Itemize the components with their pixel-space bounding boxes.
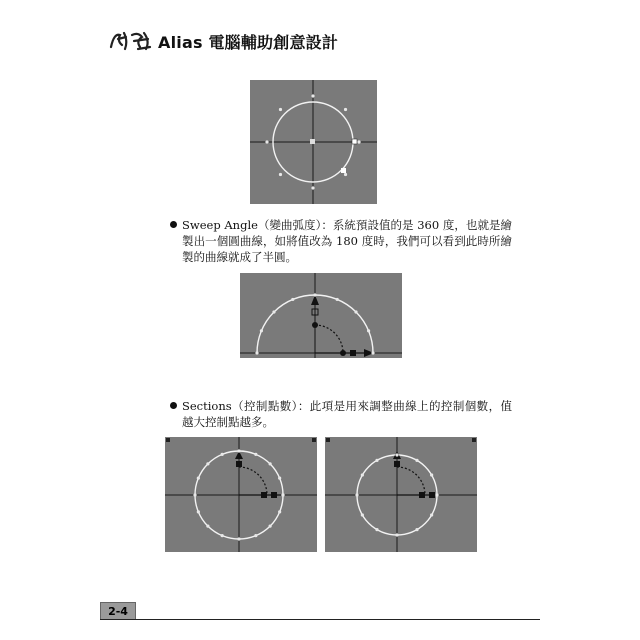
control-point [221, 534, 224, 537]
half-circle-viewport [240, 273, 402, 358]
control-point [344, 108, 347, 111]
control-point [395, 533, 398, 536]
bullet-text: Sections（控制點數）：此項是用來調整曲線上的控制個數，值越大控制點越多。 [182, 399, 512, 429]
radius-handle-square [350, 350, 356, 356]
control-point [344, 173, 347, 176]
control-point [197, 477, 200, 480]
figure-sections-many [165, 437, 317, 552]
control-point [371, 351, 374, 354]
end-marker [341, 168, 346, 173]
page-title: Alias 電腦輔助創意設計 [158, 32, 339, 52]
control-point [193, 493, 196, 496]
figure-full-circle [250, 80, 377, 204]
center-point [310, 139, 315, 144]
control-point [254, 453, 257, 456]
control-point [237, 537, 240, 540]
control-point [206, 462, 209, 465]
control-point [221, 453, 224, 456]
control-point [269, 462, 272, 465]
footer-rule [100, 619, 540, 620]
control-point [367, 329, 370, 332]
start-point [352, 139, 357, 144]
radius-handle-dot [340, 350, 346, 356]
control-point [354, 310, 357, 313]
control-point [336, 298, 339, 301]
control-point [357, 140, 360, 143]
control-point [361, 473, 364, 476]
control-point [278, 510, 281, 513]
handle-square [394, 461, 400, 467]
page-header [108, 28, 338, 54]
sweep-arc-indicator [315, 325, 343, 353]
bullet-icon [170, 221, 177, 228]
bullet-sweep-angle [182, 217, 512, 265]
control-point [206, 525, 209, 528]
brush-calligraphy-logo-icon [108, 29, 154, 53]
sections-many-viewport [165, 437, 317, 552]
corner-marker [472, 438, 476, 442]
corner-marker [312, 438, 316, 442]
radius-handle-square-2 [271, 492, 277, 498]
control-point [254, 534, 257, 537]
page-number-badge [100, 602, 136, 620]
radius-handle-square [261, 492, 267, 498]
sweep-arc-indicator [397, 467, 425, 495]
figure-half-circle [240, 273, 402, 358]
control-point [269, 525, 272, 528]
control-point [355, 493, 358, 496]
radius-handle-square-2 [429, 492, 435, 498]
radius-handle-square [419, 492, 425, 498]
figure-sections-few [325, 437, 477, 552]
control-point [430, 473, 433, 476]
bullet-icon [170, 402, 177, 409]
sections-few-viewport [325, 437, 477, 552]
control-point [291, 298, 294, 301]
control-point [265, 140, 268, 143]
control-point [278, 477, 281, 480]
full-circle-viewport [250, 80, 377, 204]
control-point [415, 528, 418, 531]
control-point [311, 94, 314, 97]
control-point [237, 449, 240, 452]
control-point [279, 108, 282, 111]
bullet-text: Sweep Angle（變曲弧度）：系統預設值的是 360 度，也就是繪製出一個圓曲線，如將值改為 180 度時，我們可以看到此時所繪製的曲線就成了半圓。 [182, 218, 512, 264]
sweep-arc-indicator [239, 467, 267, 495]
control-point [415, 459, 418, 462]
control-point [435, 493, 438, 496]
page-number: 2-4 [108, 604, 128, 618]
control-point [375, 459, 378, 462]
control-point [197, 510, 200, 513]
control-point [430, 513, 433, 516]
bullet-sections [182, 398, 512, 430]
control-point [311, 186, 314, 189]
control-point [279, 173, 282, 176]
control-point [260, 329, 263, 332]
control-point [395, 453, 398, 456]
corner-marker [326, 438, 330, 442]
control-point [255, 351, 258, 354]
corner-marker [166, 438, 170, 442]
handle-dot [312, 322, 318, 328]
control-point [272, 310, 275, 313]
control-point [361, 513, 364, 516]
control-point [281, 493, 284, 496]
control-point [375, 528, 378, 531]
control-point [313, 293, 316, 296]
handle-square [236, 461, 242, 467]
